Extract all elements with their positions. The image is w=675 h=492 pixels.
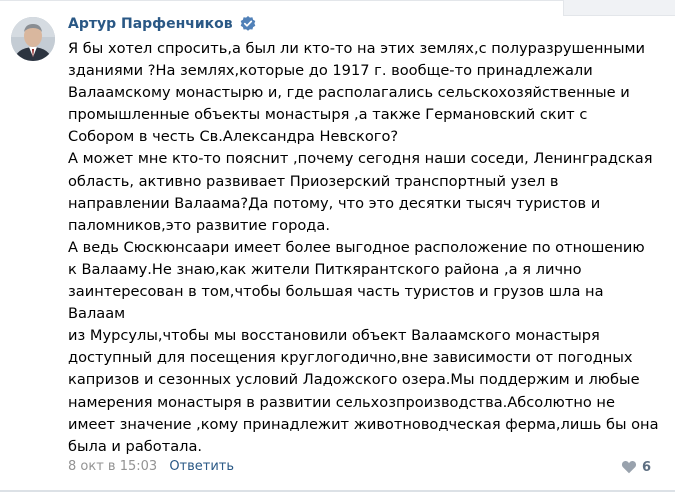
comment-text bbox=[68, 38, 668, 458]
comment-line: направлении Валаама?Да потому, что это десятки тысяч туристов и bbox=[68, 194, 601, 212]
like-button[interactable] bbox=[621, 458, 651, 476]
comment-date[interactable]: 8 окт в 15:03 bbox=[68, 459, 158, 474]
author-name[interactable]: Артур Парфенчиков bbox=[68, 16, 233, 32]
comment-line: А может мне кто-то пояснит ,почему сегодня наши соседи, Ленинградская bbox=[68, 150, 653, 168]
verified-check-icon bbox=[239, 15, 257, 33]
comment-line: доступный для посещения круглогодично,вне зависимости от погодных bbox=[68, 349, 633, 367]
comment-line: А ведь Сюскюнсаари имеет более выгодное расположение по отношению bbox=[68, 238, 645, 256]
comment-line: из Мурсулы,чтобы мы восстановили объект Валаамского монастыря bbox=[68, 327, 600, 345]
comment-line: капризов и сезонных условий Ладожского озера.Мы поддержим и любые bbox=[68, 371, 640, 389]
comment-line: Валаам bbox=[68, 305, 126, 323]
comment-line: Валаамскому монастырю и, где располагались сельскохозяйственные и bbox=[68, 84, 630, 102]
comment-author[interactable] bbox=[68, 15, 257, 33]
comment-line: область, активно развивает Приозерский транспортный узел в bbox=[68, 172, 559, 190]
post-header-strip bbox=[563, 0, 675, 16]
reply-button[interactable]: Ответить bbox=[169, 459, 235, 474]
like-count: 6 bbox=[642, 459, 652, 475]
heart-icon bbox=[621, 460, 637, 474]
comment-line: была и работала. bbox=[68, 437, 203, 455]
comment-line: заинтересован в том,чтобы большая часть туристов и грузов шла на bbox=[68, 283, 604, 301]
comment-line: Я бы хотел спросить,а был ли кто-то на этих землях,с полуразрушенными bbox=[68, 40, 645, 57]
comment-meta bbox=[68, 458, 234, 476]
comment-line: Собором в честь Св.Александра Невского? bbox=[68, 128, 399, 146]
comment-line: к Валааму.Не знаю,как жители Питкярантского района ,а я лично bbox=[68, 260, 582, 278]
comment-line: зданиями ?На землях,которые до 1917 г. вообще-то принадлежали bbox=[68, 62, 593, 80]
user-avatar[interactable] bbox=[11, 17, 55, 61]
comment-line: имеет значение ,кому принадлежит животноводческая ферма,лишь бы она bbox=[68, 415, 659, 433]
comment-line: намерения монастыря в развитии сельхозпроизводства.Абсолютно не bbox=[68, 393, 615, 411]
comment-line: паломников,это развитие города. bbox=[68, 216, 330, 234]
comment-line: промышленные объекты монастыря ,а также Германовский скит с bbox=[68, 106, 588, 124]
